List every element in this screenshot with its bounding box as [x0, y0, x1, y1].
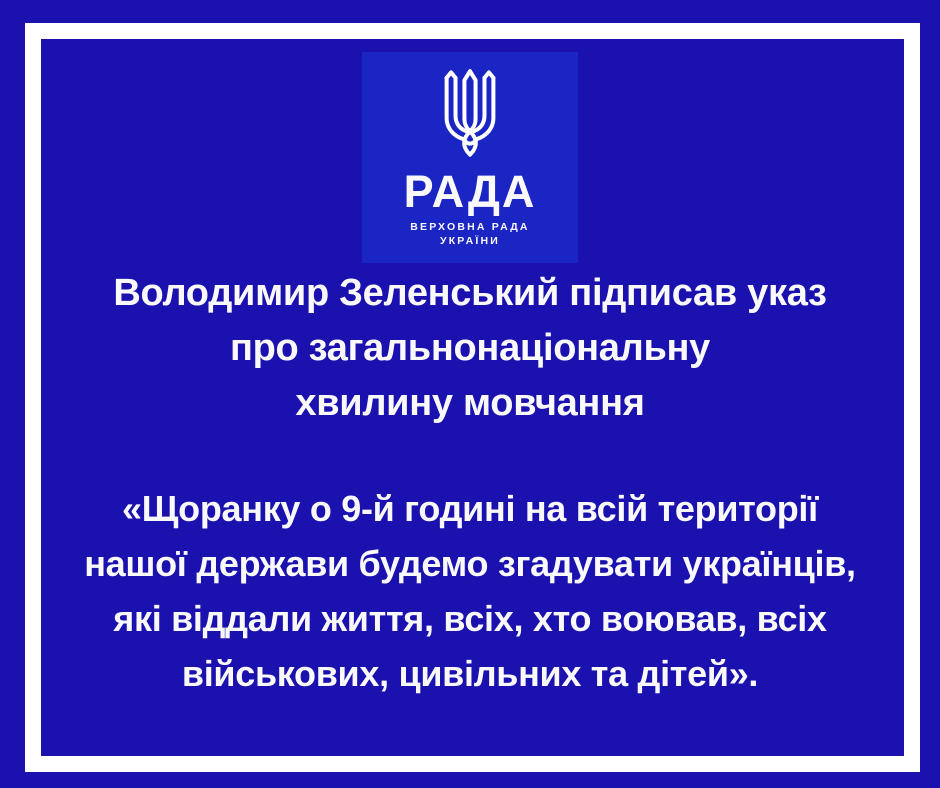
quote-line-2: нашої держави будемо згадувати українців, [84, 543, 856, 584]
headline-line-2: про загальнонаціональну [229, 327, 711, 369]
headline-line-1: Володимир Зеленський підписав указ [113, 272, 827, 314]
quote-text [41, 481, 899, 701]
rada-logo [362, 52, 578, 263]
quote-line-1: «Щоранку о 9-й годині на всій території [122, 488, 818, 529]
trident-icon [431, 69, 509, 167]
logo-subtitle-line-1: ВЕРХОВНА РАДА [410, 221, 530, 233]
headline [41, 266, 899, 431]
headline-line-3: хвилину мовчання [295, 382, 645, 424]
logo-wordmark: РАДА [403, 166, 537, 217]
logo-subtitle-line-2: УКРАЇНИ [439, 235, 500, 247]
quote-line-3: які віддали життя, всіх, хто воював, всіх [113, 598, 827, 639]
logo-subtitle [410, 220, 529, 248]
quote-line-4: військових, цивільних та дітей». [181, 653, 759, 694]
